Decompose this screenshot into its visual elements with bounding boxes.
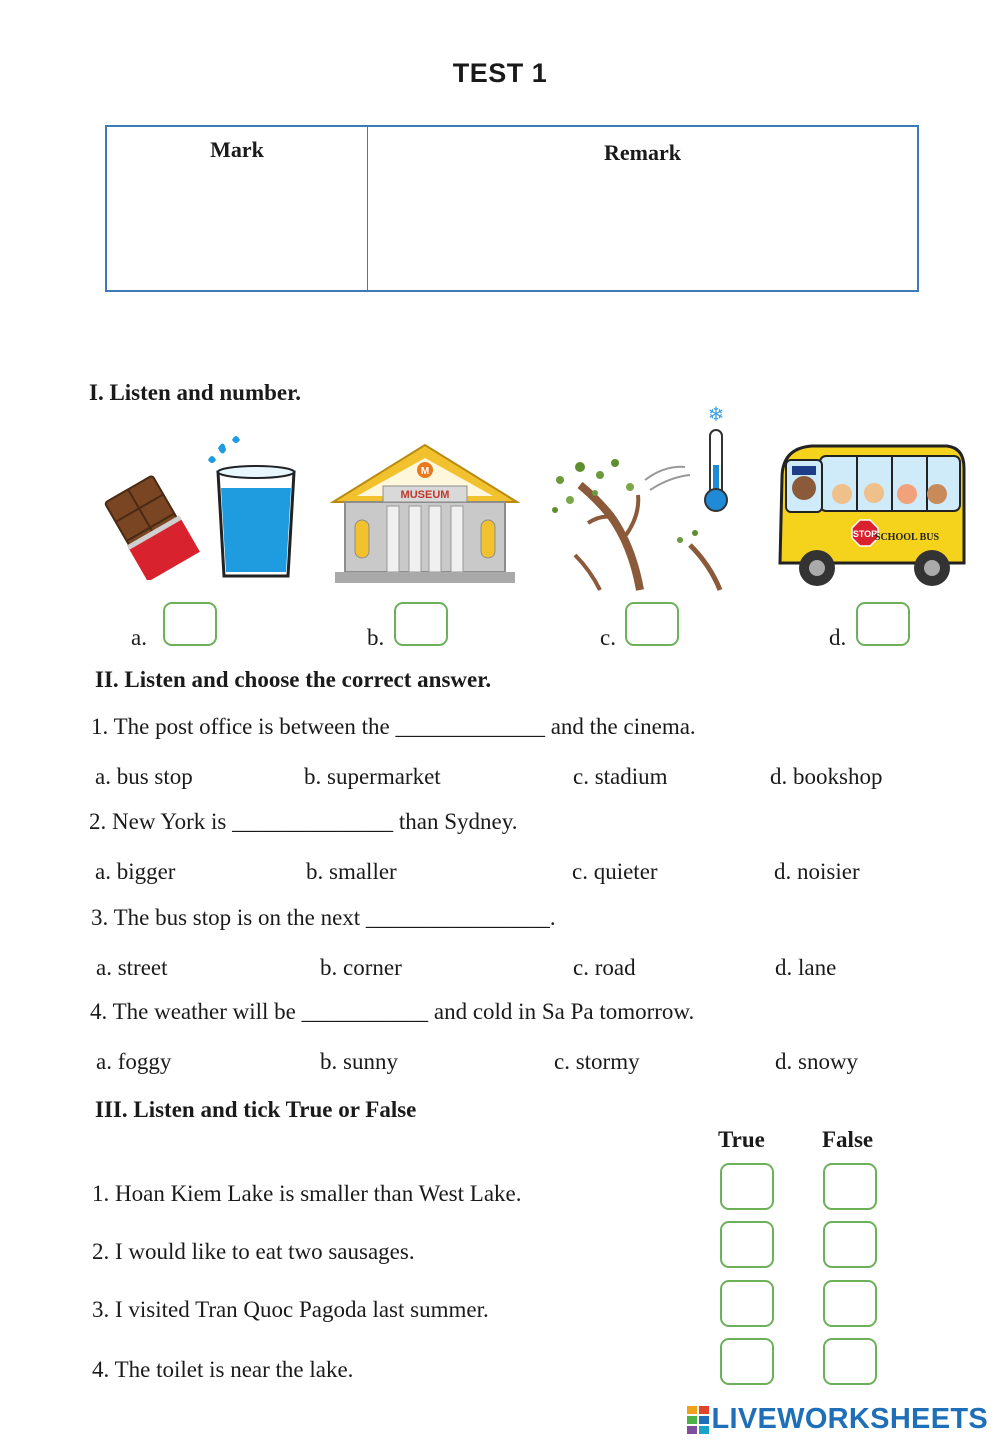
statement-1-false-box[interactable] — [823, 1163, 877, 1210]
q4-option-a[interactable]: a. foggy — [96, 1049, 172, 1074]
statement-2-false-box[interactable] — [823, 1221, 877, 1268]
q3-option-b[interactable]: b. corner — [320, 955, 402, 980]
q4-option-d[interactable]: d. snowy — [775, 1049, 859, 1074]
bus-label: SCHOOL BUS — [874, 532, 940, 543]
q3-option-a[interactable]: a. street — [96, 955, 168, 980]
statement-3-false-box[interactable] — [823, 1280, 877, 1327]
q4-option-c[interactable]: c. stormy — [554, 1049, 640, 1074]
question-2: 2. New York is ______________ than Sydney. — [89, 809, 518, 834]
statement-3: 3. I visited Tran Quoc Pagoda last summer. — [92, 1297, 489, 1322]
statement-1-true-box[interactable] — [720, 1163, 774, 1210]
item-d-letter: d. — [829, 625, 847, 650]
number-box-c[interactable] — [625, 602, 679, 646]
q1-option-c[interactable]: c. stadium — [573, 764, 668, 789]
q1-option-b[interactable]: b. supermarket — [304, 764, 441, 789]
q3-option-d[interactable]: d. lane — [775, 955, 837, 980]
remark-label: Remark — [604, 140, 681, 165]
q2-option-d[interactable]: d. noisier — [774, 859, 860, 884]
mark-remark-table — [105, 125, 919, 292]
question-3: 3. The bus stop is on the next ________________. — [91, 905, 556, 930]
mark-label: Mark — [210, 137, 264, 162]
chocolate-and-water-icon — [100, 430, 300, 580]
q2-option-a[interactable]: a. bigger — [95, 859, 176, 884]
liveworksheets-logo-icon — [687, 1406, 709, 1434]
museum-emblem: M — [420, 466, 430, 477]
statement-2: 2. I would like to eat two sausages. — [92, 1239, 415, 1264]
liveworksheets-logo-text: LIVEWORKSHEETS — [711, 1403, 988, 1435]
q2-option-b[interactable]: b. smaller — [306, 859, 397, 884]
statement-4-true-box[interactable] — [720, 1338, 774, 1385]
number-box-b[interactable] — [394, 602, 448, 646]
item-c-letter: c. — [600, 625, 616, 650]
page-title: TEST 1 — [452, 58, 548, 88]
statement-2-true-box[interactable] — [720, 1221, 774, 1268]
section-1-heading: I. Listen and number. — [89, 380, 301, 405]
statement-4-false-box[interactable] — [823, 1338, 877, 1385]
question-1: 1. The post office is between the _____________ and the cinema. — [91, 714, 696, 739]
q2-option-c[interactable]: c. quieter — [572, 859, 658, 884]
false-column-header: False — [822, 1127, 874, 1152]
statement-1: 1. Hoan Kiem Lake is smaller than West Lake. — [92, 1181, 522, 1206]
number-box-a[interactable] — [163, 602, 217, 646]
liveworksheets-logo — [687, 1403, 989, 1436]
true-column-header: True — [718, 1127, 765, 1152]
q1-option-a[interactable]: a. bus stop — [95, 764, 193, 789]
section-3-heading: III. Listen and tick True or False — [95, 1097, 417, 1122]
item-a-letter: a. — [131, 625, 147, 650]
number-box-d[interactable] — [856, 602, 910, 646]
q1-option-d[interactable]: d. bookshop — [770, 764, 883, 789]
svg-text:❄: ❄ — [707, 405, 725, 426]
q4-option-b[interactable]: b. sunny — [320, 1049, 398, 1074]
statement-4: 4. The toilet is near the lake. — [92, 1357, 354, 1382]
bus-stop-sign: STOP — [852, 529, 878, 539]
question-4: 4. The weather will be ___________ and cold in Sa Pa tomorrow. — [90, 999, 695, 1024]
museum-sign: MUSEUM — [400, 489, 450, 501]
windy-cold-weather-icon — [540, 405, 740, 595]
q3-option-c[interactable]: c. road — [573, 955, 636, 980]
item-b-letter: b. — [367, 625, 385, 650]
museum-icon — [327, 440, 523, 585]
statement-3-true-box[interactable] — [720, 1280, 774, 1327]
school-bus-icon — [772, 428, 972, 593]
section-2-heading: II. Listen and choose the correct answer. — [95, 667, 492, 692]
